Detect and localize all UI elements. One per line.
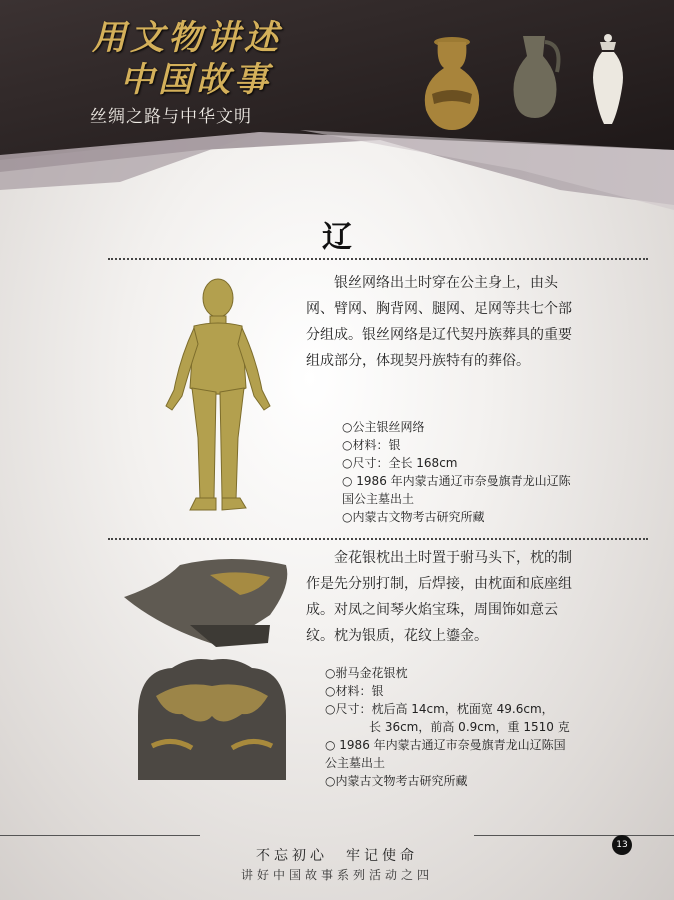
pillow-top-view-image bbox=[132, 656, 292, 782]
item2-info-name: ○驸马金花银枕 bbox=[325, 666, 408, 680]
item2-info-origin: ○ 1986 年内蒙古通辽市奈曼旗青龙山辽陈国公主墓出土 bbox=[325, 738, 566, 770]
item2-info-material: ○材料：银 bbox=[325, 684, 384, 698]
gold-vase-image bbox=[412, 34, 492, 134]
header-subtitle: 丝绸之路与中华文明 bbox=[90, 107, 252, 127]
section-title: 辽 bbox=[322, 220, 352, 255]
header-banner bbox=[0, 0, 674, 215]
item1-info-origin: ○ 1986 年内蒙古通辽市奈曼旗青龙山辽陈国公主墓出土 bbox=[342, 474, 571, 506]
item1-info-collection: ○内蒙古文物考古研究所藏 bbox=[342, 510, 485, 524]
header-title-line2: 中国故事 bbox=[120, 60, 272, 100]
item1-info-size: ○尺寸：全长 168cm bbox=[342, 456, 458, 470]
page-number: 13 bbox=[612, 835, 632, 855]
footer-rule-right bbox=[474, 835, 674, 836]
header-title-line1: 用文物讲述 bbox=[92, 18, 282, 58]
item1-description: 银丝网络出土时穿在公主身上，由头网、臂网、胸背网、腿网、足网等共七个部分组成。银丝网络是辽代契丹族葬具的重要组成部分，体现契丹族特有的葬俗。 bbox=[306, 275, 572, 369]
pillow-side-view-image bbox=[120, 555, 300, 650]
section-divider-top bbox=[108, 258, 648, 260]
item1-info bbox=[342, 418, 582, 526]
white-porcelain-vase-image bbox=[588, 32, 628, 132]
item2-info-size: ○尺寸：枕后高 14cm，枕面宽 49.6cm， bbox=[325, 702, 554, 716]
item2-description: 金花银枕出土时置于驸马头下，枕的制作是先分别打制，后焊接，由枕面和底座组成。对凤之间琴火焰宝珠，周围饰如意云纹。枕为银质，花纹上鎏金。 bbox=[306, 550, 572, 644]
footer-slogan: 不忘初心 牢记使命 bbox=[256, 848, 418, 864]
section-divider-middle bbox=[108, 538, 648, 540]
footer-rule-left bbox=[0, 835, 200, 836]
footer-series-title: 讲好中国故事系列活动之四 bbox=[240, 868, 433, 882]
silver-net-suit-image bbox=[160, 278, 280, 518]
item2-info-size-cont: 长 36cm，前高 0.9cm，重 1510 克 bbox=[369, 720, 570, 734]
glass-jug-image bbox=[505, 32, 565, 122]
item1-info-name: ○公主银丝网络 bbox=[342, 420, 425, 434]
item1-info-material: ○材料：银 bbox=[342, 438, 401, 452]
item2-info-collection: ○内蒙古文物考古研究所藏 bbox=[325, 774, 468, 788]
item2-info bbox=[325, 664, 575, 790]
